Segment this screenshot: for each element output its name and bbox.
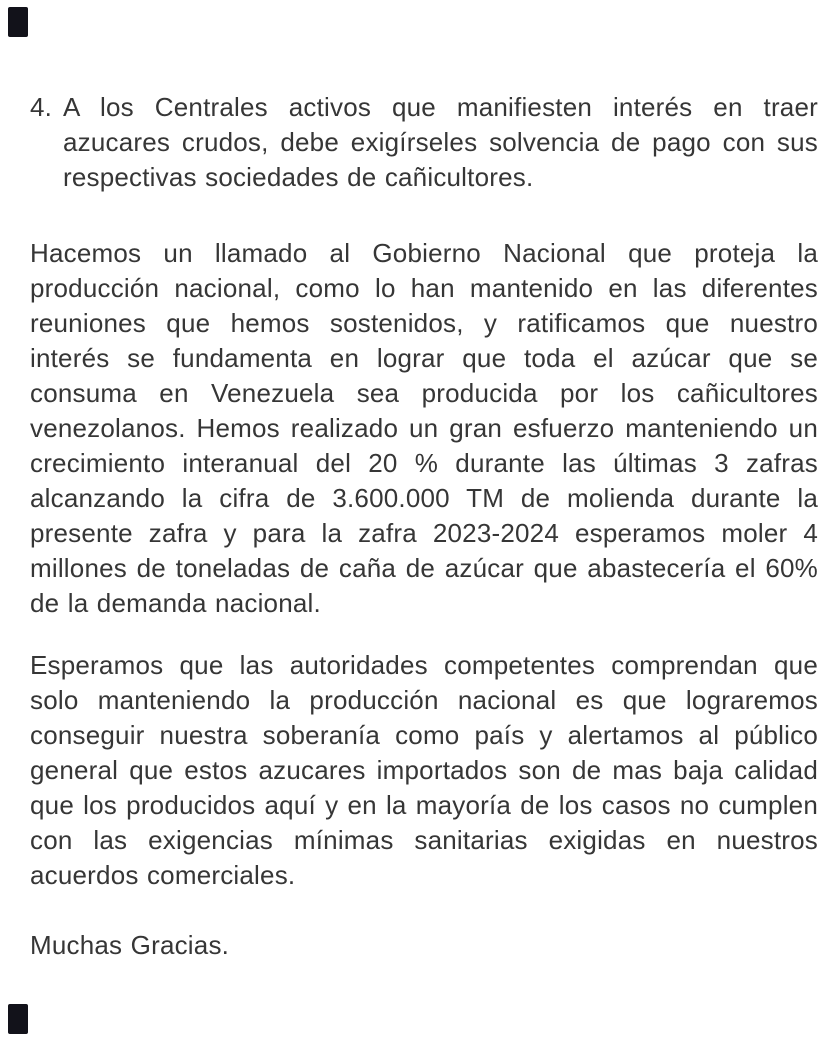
scan-mark-top-left (8, 7, 28, 37)
list-item-text: A los Centrales activos que manifiesten interés en traer azucares crudos, debe exigírseles solvencia de pago con sus respectivas sociedades de cañicultores. (63, 92, 818, 192)
paragraph-government-appeal: Hacemos un llamado al Gobierno Nacional que proteja la producción nacional, como lo han mantenido en las diferentes reuniones que hemos sostenidos, y ratificamos que nuestro interés se fundamenta en lograr que toda el azúcar que se consuma en Venezuela sea producida por los cañicultores venezolanos. Hemos realizado un gran esfuerzo manteniendo un crecimiento interanual del 20 % durante las últimas 3 zafras alcanzando la cifra de 3.600.000 TM de molienda durante la presente zafra y para la zafra 2023-2024 esperamos moler 4 millones de toneladas de caña de azúcar que abastecería el 60% de la demanda nacional. (30, 238, 818, 618)
numbered-list-item-4 (30, 90, 818, 195)
scan-mark-bottom-left (8, 1004, 28, 1034)
list-item-number: 4. (30, 92, 53, 122)
closing-line: Muchas Gracias. (30, 930, 230, 960)
document-content (30, 90, 818, 963)
paragraph-authorities-warning: Esperamos que las autoridades competentes comprendan que solo manteniendo la producción nacional es que lograremos conseguir nuestra soberanía como país y alertamos al público general que estos azucares importados son de mas baja calidad que los producidos aquí y en la mayoría de los casos no cumplen con las exigencias mínimas sanitarias exigidas en nuestros acuerdos comerciales. (30, 650, 818, 890)
